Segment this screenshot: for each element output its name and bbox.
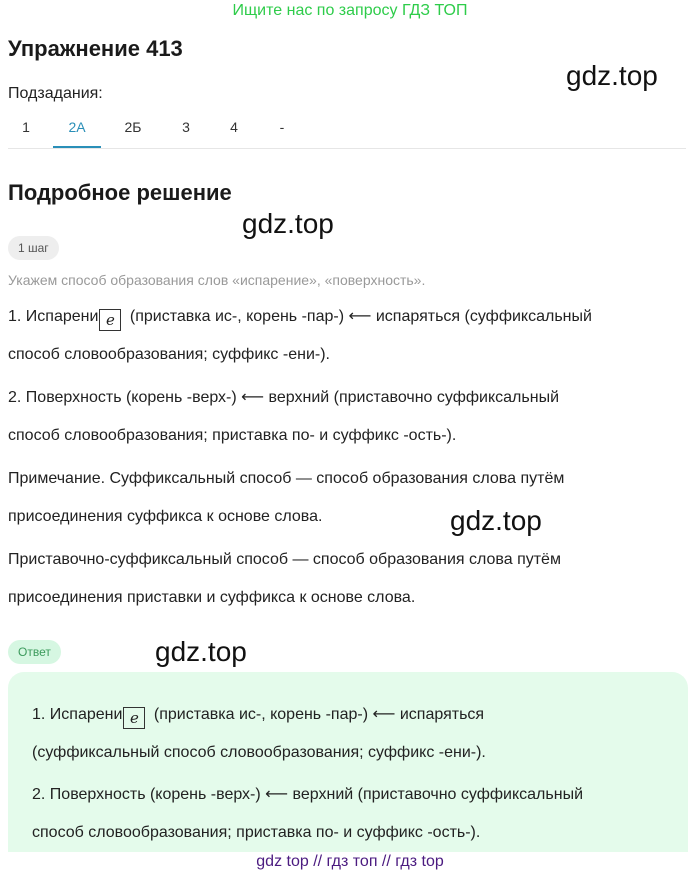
answer-item-2-line1: 2. Поверхность (корень -верх-) ⟵ верхний (приставочно суффиксальный [32,786,583,803]
answer-item-2-line2: способ словообразования; приставка по- и суффикс -ость-). [32,824,481,841]
boxed-letter: е [99,309,121,331]
answer-item-1 [32,696,672,772]
answer-item-1-line2: (суффиксальный способ словообразования; суффикс -ени-). [32,744,486,761]
note-suffixal-line1: Примечание. Суффиксальный способ — способ образования слова путём [8,470,565,487]
tab-2b[interactable]: 2Б [124,119,142,135]
subtasks-label: Подзадания: [8,85,103,102]
subtasks-tabs [8,112,686,149]
solution-item-1-line2: способ словообразования; суффикс -ени-). [8,346,330,363]
solution-item-1-rest: (приставка ис-, корень -пар-) ⟵ испаряться (суффиксальный [125,308,592,325]
solution-item-1-prefix: 1. Испарени [8,308,99,325]
page-title: Упражнение 413 [8,36,183,61]
solution-item-2-line1: 2. Поверхность (корень -верх-) ⟵ верхний (приставочно суффиксальный [8,389,559,406]
solution-title: Подробное решение [8,180,232,205]
watermark: gdz.top [450,505,542,536]
note-prefix-suffixal-line2: присоединения приставки и суффикса к основе слова. [8,589,416,606]
note-suffixal-line2: присоединения суффикса к основе слова. [8,508,323,525]
top-banner: Ищите нас по запросу ГДЗ ТОП [232,2,468,19]
answer-item-1-prefix: 1. Испарени [32,706,123,723]
step-badge: 1 шаг [8,236,59,260]
solution-item-1 [8,298,688,374]
note-suffixal [8,460,688,536]
answer-item-2 [32,776,672,852]
tab-2a[interactable]: 2А [53,112,101,148]
solution-item-2 [8,379,688,455]
note-prefix-suffixal-line1: Приставочно-суффиксальный способ — способ образования слова путём [8,551,561,568]
tab-dash[interactable]: - [279,119,285,135]
solution-item-2-line2: способ словообразования; приставка по- и суффикс -ость-). [8,427,457,444]
tab-3[interactable]: 3 [182,119,190,135]
answer-badge: Ответ [8,640,61,664]
answer-item-1-rest: (приставка ис-, корень -пар-) ⟵ испаряться [149,706,485,723]
answer-box [8,672,688,852]
tab-1[interactable]: 1 [22,119,30,135]
watermark: gdz.top [155,636,247,667]
boxed-letter: е [123,707,145,729]
footer-watermark: gdz top // гдз топ // гдз top [256,853,444,870]
solution-intro: Укажем способ образования слов «испарение», «поверхность». [8,272,426,288]
watermark: gdz.top [566,60,658,91]
tab-4[interactable]: 4 [230,119,238,135]
note-prefix-suffixal [8,541,688,617]
watermark: gdz.top [242,208,334,239]
